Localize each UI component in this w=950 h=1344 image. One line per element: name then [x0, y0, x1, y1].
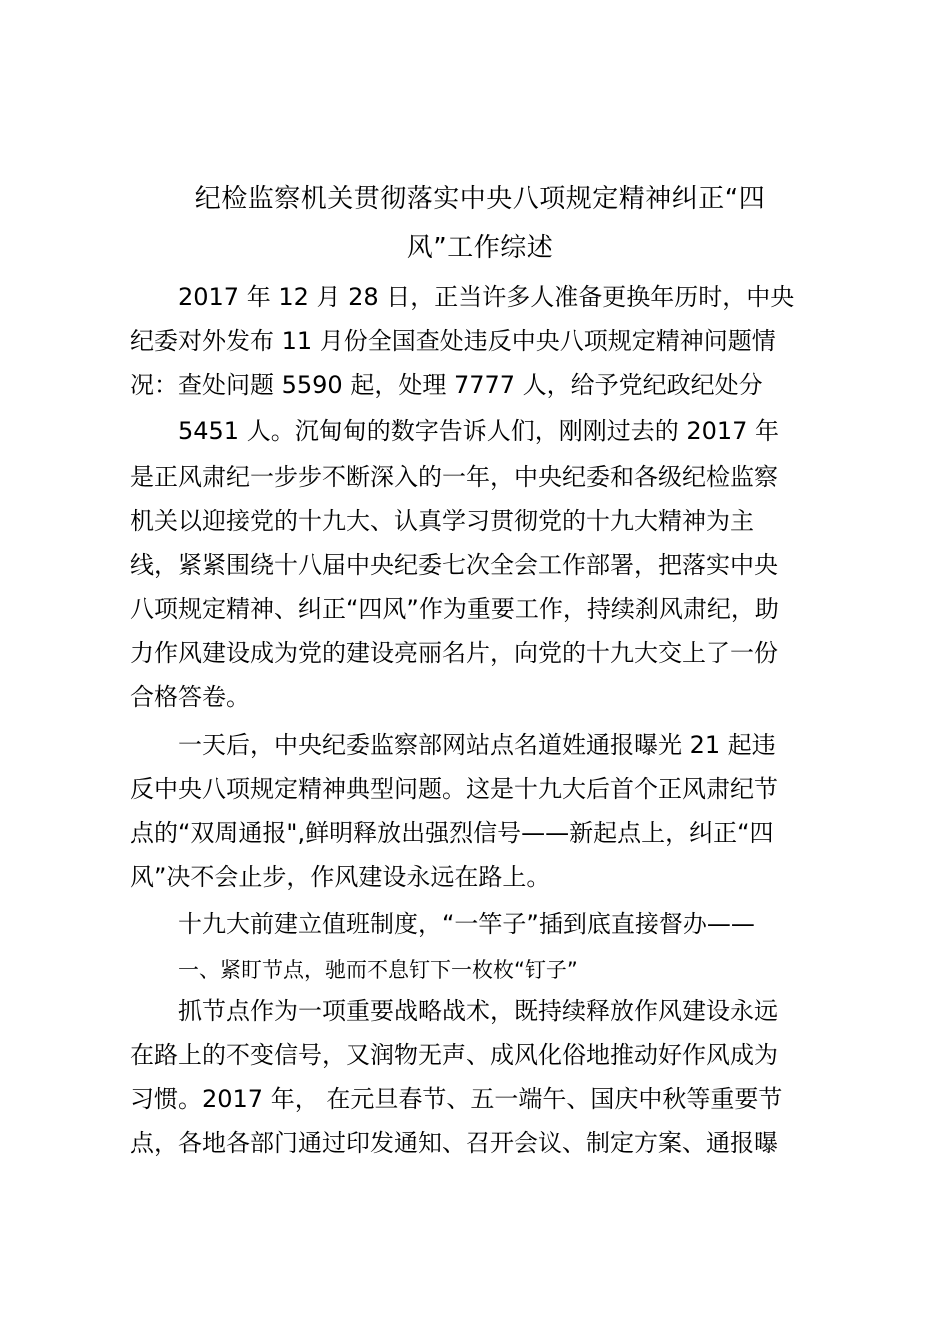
paragraph-1-line-3: 况：查处问题 5590 起，处理 7777 人，给予党纪政纪处分	[130, 371, 763, 399]
paragraph-3-line-4: 风”决不会止步，作风建设永远在路上。	[130, 863, 551, 891]
paragraph-2-line-5: 八项规定精神、纠正“四风”作为重要工作，持续刹风肃纪，助	[130, 595, 779, 623]
document-title-line-2: 风”工作综述	[406, 233, 554, 263]
paragraph-5-line-4: 点，各地各部门通过印发通知、召开会议、制定方案、通报曝	[130, 1129, 778, 1157]
paragraph-2-line-6: 力作风建设成为党的建设亮丽名片，向党的十九大交上了一份	[130, 639, 778, 667]
paragraph-1-line-1: 2017 年 12 月 28 日，正当许多人准备更换年历时，中央	[178, 283, 795, 311]
paragraph-5-line-1: 抓节点作为一项重要战略战术，既持续释放作风建设永远	[178, 997, 778, 1025]
paragraph-3-line-3: 点的“双周通报",鲜明释放出强烈信号——新起点上，纠正“四	[130, 819, 774, 847]
section-heading: 一、紧盯节点，驰而不息钉下一枚枚“钉子”	[178, 958, 578, 982]
paragraph-2-line-3: 机关以迎接党的十九大、认真学习贯彻党的十九大精神为主	[130, 507, 754, 535]
paragraph-3-line-2: 反中央八项规定精神典型问题。这是十九大后首个正风肃纪节	[130, 775, 778, 803]
paragraph-4-line-1: 十九大前建立值班制度，“一竿子”插到底直接督办——	[178, 910, 755, 938]
paragraph-2-line-1: 5451 人。沉甸甸的数字告诉人们，刚刚过去的 2017 年	[178, 417, 780, 445]
paragraph-1-line-2: 纪委对外发布 11 月份全国查处违反中央八项规定精神问题情	[130, 327, 776, 355]
paragraph-2-line-4: 线，紧紧围绕十八届中央纪委七次全会工作部署，把落实中央	[130, 551, 778, 579]
paragraph-5-line-2: 在路上的不变信号，又润物无声、成风化俗地推动好作风成为	[130, 1041, 778, 1069]
paragraph-2-line-2: 是正风肃纪一步步不断深入的一年，中央纪委和各级纪检监察	[130, 463, 778, 491]
document-title-line-1: 纪检监察机关贯彻落实中央八项规定精神纠正“四	[194, 184, 766, 214]
paragraph-2-line-7: 合格答卷。	[130, 683, 250, 711]
paragraph-3-line-1: 一天后，中央纪委监察部网站点名道姓通报曝光 21 起违	[178, 731, 776, 759]
paragraph-5-line-3: 习惯。2017 年， 在元旦春节、五一端午、国庆中秋等重要节	[130, 1085, 783, 1113]
